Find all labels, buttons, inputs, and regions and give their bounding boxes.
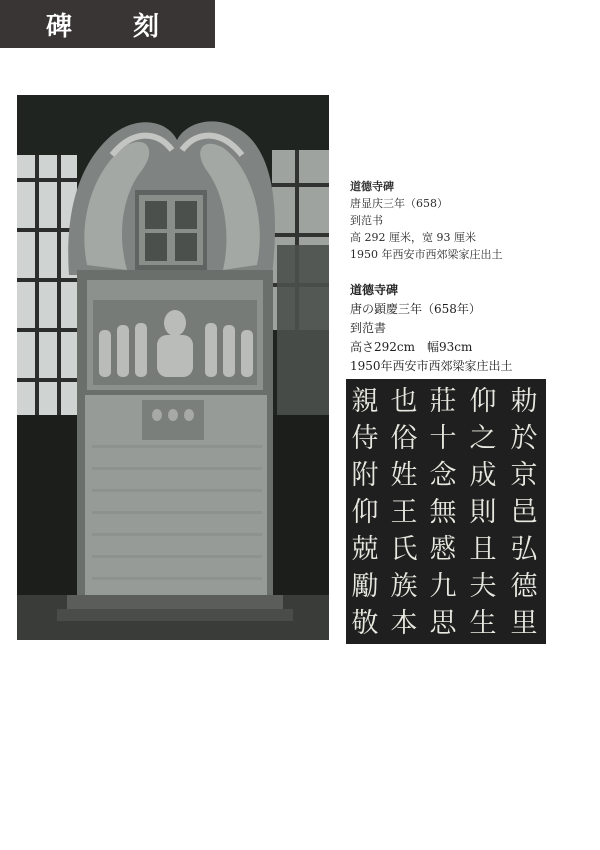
rubbing-glyph: 京 (510, 460, 538, 491)
info-jp-date: 唐の顕慶三年（658年） (350, 302, 481, 316)
rubbing-glyph: 勵 (351, 571, 379, 602)
info-chinese (350, 178, 590, 263)
rubbing-glyph: 侍 (351, 423, 379, 454)
rubbing-glyph: 無 (429, 497, 457, 528)
rubbing-column-3 (427, 383, 459, 642)
rubbing-glyph: 本 (390, 608, 418, 639)
rubbing-glyph: 則 (469, 497, 497, 528)
rubbing-glyph: 慼 (429, 534, 457, 565)
rubbing-glyph: 仰 (351, 497, 379, 528)
rubbing-column-5 (349, 383, 381, 642)
rubbing-glyph: 德 (510, 571, 538, 602)
rubbing-glyph: 於 (510, 423, 538, 454)
rubbing-column-2 (467, 383, 499, 642)
rubbing-glyph: 氏 (390, 534, 418, 565)
rubbing-glyph: 十 (429, 423, 457, 454)
header-bar (0, 0, 215, 48)
rubbing-column-1 (508, 383, 540, 642)
info-jp-size: 高さ292cm 幅93cm (350, 340, 473, 354)
info-cn-title: 道德寺碑 (350, 180, 394, 193)
rubbing-glyph: 弘 (510, 534, 538, 565)
header-title-char-2: 刻 (133, 12, 160, 42)
rubbing-glyph: 勅 (510, 386, 538, 417)
header-title-char-1: 碑 (46, 12, 73, 42)
rubbing-glyph: 念 (429, 460, 457, 491)
rubbing-glyph: 且 (469, 534, 497, 565)
rubbing-glyph: 成 (469, 460, 497, 491)
info-cn-calligrapher: 到范书 (350, 214, 383, 227)
rubbing-glyph: 生 (469, 608, 497, 639)
info-cn-size: 高 292 厘米，宽 93 厘米 (350, 231, 476, 244)
rubbing-glyph: 敬 (351, 608, 379, 639)
info-cn-provenance: 1950 年西安市西郊梁家庄出土 (350, 248, 503, 261)
rubbing-glyph: 族 (390, 571, 418, 602)
rubbing-glyph: 也 (390, 386, 418, 417)
rubbing-glyph: 莊 (429, 386, 457, 417)
info-japanese (350, 281, 590, 376)
rubbing-glyph: 思 (429, 608, 457, 639)
info-jp-title: 道德寺碑 (350, 283, 399, 297)
stele-photo (17, 95, 329, 640)
rubbing-glyph: 里 (510, 608, 538, 639)
rubbing-glyph: 附 (351, 460, 379, 491)
rubbing-glyph: 之 (469, 423, 497, 454)
rubbing-glyph: 邑 (510, 497, 538, 528)
rubbing-glyph: 九 (429, 571, 457, 602)
stele-illustration (17, 95, 329, 640)
rubbing-column-4 (388, 383, 420, 642)
rubbing-glyph: 兢 (351, 534, 379, 565)
rubbing-glyph: 俗 (390, 423, 418, 454)
rubbing-glyph: 仰 (469, 386, 497, 417)
rubbing-glyph: 親 (351, 386, 379, 417)
info-jp-calligrapher: 到范書 (350, 321, 387, 335)
rubbing-glyph: 王 (390, 497, 418, 528)
rubbing-glyph: 姓 (390, 460, 418, 491)
rubbing-glyph: 夫 (469, 571, 497, 602)
info-jp-provenance: 1950年西安市西郊梁家庄出土 (350, 359, 513, 373)
info-cn-date: 唐显庆三年（658） (350, 197, 448, 210)
calligraphy-rubbing (346, 379, 546, 644)
